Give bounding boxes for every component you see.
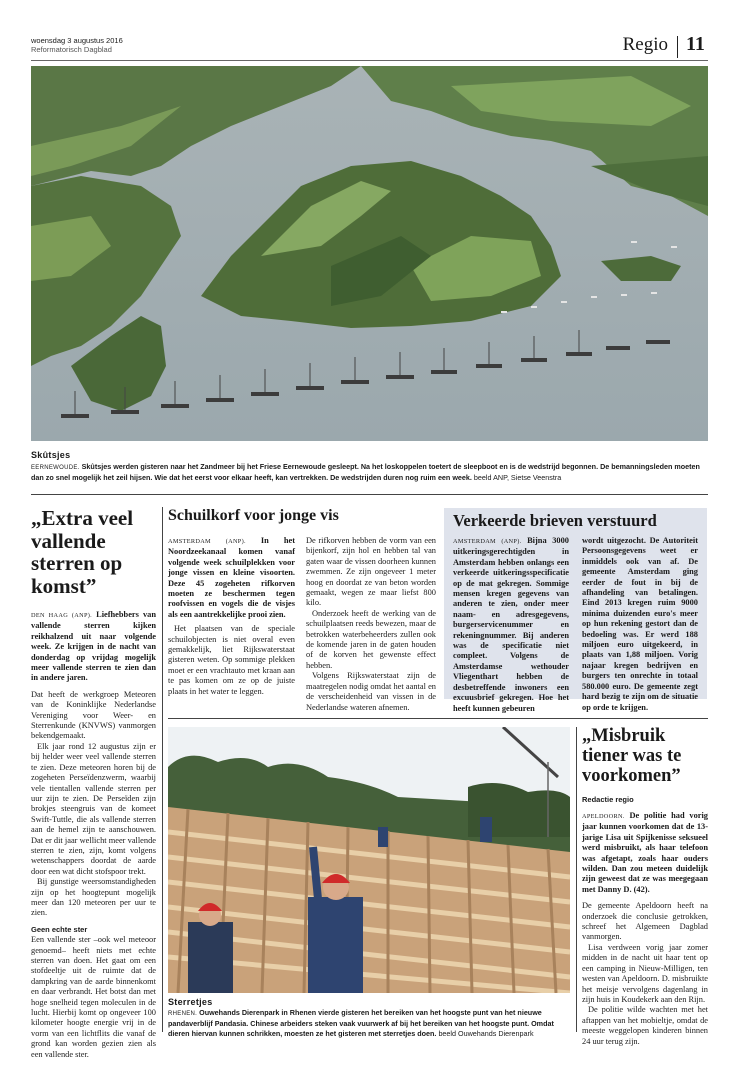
- photo-roof-workers: [168, 727, 570, 993]
- column-divider: [162, 507, 163, 1032]
- brieven-dateline: AMSTERDAM (ANP).: [453, 538, 522, 545]
- misbruik-article-body: [582, 811, 708, 1047]
- misbruik-byline: Redactie regio: [582, 795, 634, 804]
- misbruik-headline: „Misbruik tiener was te voorkomen”: [582, 726, 682, 786]
- meteor-paragraph: Elk jaar rond 12 augustus zijn er bij helder weer veel vallende sterren te zien. Deze meteoren horen bij de zogeheten Perseïdenzwerm, waarbij vele tientallen vallende sterren per uur zijn te zien. De Perseïden zijn brokjes steengruis van de komeet Swift-Tuttle, die als vallende sterren aan de hemel zijn te aanschouwen. Dat er dit jaar wellicht meer vallende sterren te zien, zijn, komt volgens wetenschappers doordat de aarde door een wat dicht stofspoor trekt.: [31, 741, 156, 876]
- newspaper-name: Reformatorisch Dagblad: [31, 45, 112, 54]
- meteor-dateline: DEN HAAG (ANP).: [31, 612, 93, 619]
- meteor-subheading: Geen echte ster: [31, 924, 88, 934]
- header-rule: [31, 60, 708, 61]
- section-title: Regio: [622, 34, 668, 55]
- schuilkorf-lead: In het Noordzeekanaal komen vanaf volgende week schuilplekken voor jonge vissen en kleine visoorten. Deze 45 zogeheten rifkorven moeten ze beschermen tegen roofvissen en vogels die de visjes als een aantrekkelijke prooi zien.: [168, 536, 295, 619]
- schuilkorf-column-2: [306, 536, 436, 713]
- lower-rule: [168, 718, 708, 719]
- schuilkorf-headline: Schuilkorf voor jonge vis: [168, 507, 339, 524]
- meteor-article-body: [31, 610, 156, 1060]
- photo2-caption-text: Ouwehands Dierenpark in Rhenen vierde gisteren het bereiken van het hoogste punt van het nieuwe pandaverblijf Pandasia. Chinese arbeiders steken vaak vuurwerk af bij het bereiken van het hoogste punt. Omdat dieren hiervan kunnen schrikken, moesten ze het gisteren met sterretjes doen.: [168, 1008, 554, 1038]
- issue-date: woensdag 3 augustus 2016: [31, 36, 123, 45]
- photo2-caption-credit: beeld Ouwehands Dierenpark: [438, 1029, 534, 1038]
- photo1-caption-heading: Skûtsjes: [31, 450, 71, 460]
- meteor-paragraph: Een vallende ster –ook wel meteoor genoemd– heeft niets met echte sterren van doen. Het gaat om een stofdeeltje uit de ruimte dat de dampkring van de aarde binnenkomt en daar verbrandt. Het botst dan met hoge snelheid tegen moleculen in de lucht. Hierbij komt op ongeveer 100 kilometer hoogte energie vrij in de vorm van een lichtflits die vanaf de grond kan worden gezien zien als een vallende ster.: [31, 935, 156, 1059]
- meteor-lead: Liefhebbers van vallende sterren kijken reikhalzend uit naar volgende week. Ze krijgen in de nacht van donderdag op vrijdag mogelijk meer vallende sterren te zien dan in andere jaren.: [31, 610, 156, 683]
- schuilkorf-paragraph: Het plaatsen van de speciale schuilobjecten is niet overal even gemakkelijk, liet Rijkswaterstaat gisteren weten. Op sommige plekken moet er een vrachtauto met kraan aan te pas komen om ze op de juiste plaats in het water te leggen.: [168, 624, 295, 696]
- misbruik-paragraph: Lisa verdween vorig jaar zomer midden in de nacht uit haar tent op een camping in Nieuw-Milligen, ten westen van Apeldoorn. D. misbruikte het meisje vervolgens dagenlang in zijn huis in Koudekerk aan den Rijn.: [582, 942, 708, 1004]
- meteor-paragraph: Bij gunstige weersomstandigheden zijn op het hoogtepunt mogelijk meer dan 120 meteoren per uur te zien.: [31, 877, 156, 918]
- misbruik-dateline: APELDOORN.: [582, 813, 625, 820]
- photo1-caption-credit: beeld ANP, Sietse Veenstra: [473, 473, 562, 482]
- brieven-headline: Verkeerde brieven verstuurd: [453, 511, 657, 530]
- page-number: 11: [686, 33, 705, 55]
- schuilkorf-paragraph: Volgens Rijkswaterstaat zijn de maatregelen nodig omdat het aantal en de verscheidenheid van vissen in de Nederlandse wateren afnemen.: [306, 671, 436, 712]
- column-divider: [576, 727, 577, 1032]
- schuilkorf-paragraph: De rifkorven hebben de vorm van een bijenkorf, zijn hol en hebben tal van gaten waar de vissen doorheen kunnen zwemmen. Ze zijn ongeveer 1 meter hoog en doordat ze van beton worden gemaakt, wegen ze maar liefst 800 kilo.: [306, 536, 436, 608]
- section-rule: [31, 494, 708, 495]
- photo1-caption-text: Skûtsjes werden gisteren naar het Zandmeer bij het Friese Eernewoude gesleept. Na het loskoppelen toetert de sleepboot en is de wedstrijd begonnen. De bemanningsleden moeten dan zo snel mogelijk het zeil hijsen. Wie dat het eerst voor elkaar heeft, kan vertrekken. De wedstrijden duren nog ruim een week.: [31, 462, 700, 482]
- misbruik-paragraph: De politie wilde wachten met het aftappen van het mobieltje, omdat de meeste weggelopen kinderen binnen 24 uur terug zijn.: [582, 1005, 708, 1046]
- aerial-photo-skutsjes: [31, 66, 708, 441]
- schuilkorf-column-1: [168, 536, 295, 697]
- brieven-text-2: wordt uitgezocht. De Autoriteit Persoonsgegevens weet er inmiddels ook van af. De gemeente Amsterdam ging eerder de fout in bij de afhandeling van betalingen. Eind 2013 kregen ruim 9000 minima duizenden euro's meer op hun rekening gestort dan de bedoeling was. Er werd 188 miljoen euro uitgekeerd, in plaats van 1,88 miljoen. Vorig najaar kregen bedrijven en burgers ten onrechte in totaal 580.000 euro. De gemeente zegt hard bezig te zijn om de situatie op orde te krijgen.: [582, 536, 698, 712]
- misbruik-lead: De politie had vorig jaar kunnen voorkomen dat de 13-jarige Lisa uit Spijkenisse seksueel werd misbruikt, als haar telefoon was afgetapt, zoals haar ouders wilden. Dan zou meteen duidelijk zijn geweest dat ze was meegegaan met Danny D. (42).: [582, 811, 708, 894]
- brieven-text-1: Bijna 3000 uitkeringsgerechtigden in Amsterdam hebben onlangs een verkeerde uitkeringsspecificatie op de mat gekregen. Sommige mensen kregen gegevens van anderen te zien, onder meer naam- en adresgegevens, burgerservicenummer en rekeningnummer. Bij anderen was de specificatie niet compleet. Volgens de Amsterdamse wethouder Vliegenthart hebben de desbetreffende inwoners een excuusbrief gekregen. Hoe het heeft kunnen gebeuren: [453, 536, 569, 713]
- brieven-column-2: [582, 536, 698, 713]
- brieven-column-1: [453, 536, 569, 714]
- photo2-caption-heading: Sterretjes: [168, 997, 213, 1007]
- photo1-caption-place: EERNEWOUDE.: [31, 465, 80, 471]
- misbruik-paragraph: De gemeente Apeldoorn heeft na onderzoek die conclusie getrokken, schreef het Algemeen Dagblad vanmorgen.: [582, 901, 708, 942]
- header-divider: [677, 36, 678, 58]
- schuilkorf-paragraph: Onderzoek heeft de werking van de schuilplaatsen reeds bewezen, maar de betrokken waterbeheerders zullen ook de komende jaren in de gaten houden of de korven het gewenste effect hebben.: [306, 608, 436, 670]
- meteor-headline: „Extra veel vallende sterren op komst”: [31, 506, 134, 598]
- photo2-caption-place: RHENEN.: [168, 1011, 198, 1017]
- schuilkorf-dateline: AMSTERDAM (ANP).: [168, 538, 246, 545]
- meteor-paragraph: Dat heeft de werkgroep Meteoren van de Koninklijke Nederlandse Vereniging voor Weer- en Sterrenkunde (KNVWS) vanmorgen bekendgemaakt.: [31, 689, 156, 741]
